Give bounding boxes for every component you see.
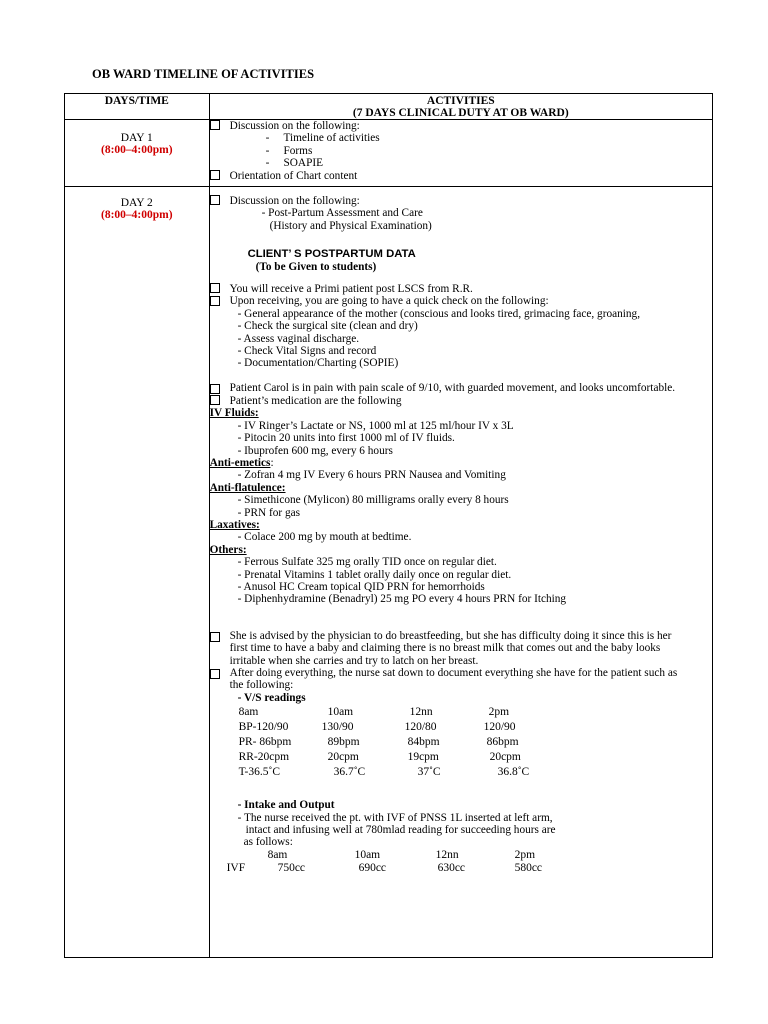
io-time: 12nn <box>435 848 459 861</box>
checkbox-icon <box>210 296 220 306</box>
header-col1: DAYS/TIME <box>104 95 169 107</box>
vs-row <box>210 721 712 736</box>
vs-cell: 20cpm <box>327 751 359 764</box>
check-item: - Documentation/Charting (SOPIE) <box>237 357 399 370</box>
check-item: - Assess vaginal discharge. <box>237 332 360 345</box>
day1-label: DAY 1 <box>120 132 153 144</box>
receive-text: You will receive a Primi patient post LSCS from R.R. <box>229 283 473 296</box>
day2-discussion: Discussion on the following: <box>229 195 360 207</box>
day1-cell <box>65 120 210 187</box>
vs-cell: 120/80 <box>404 721 437 734</box>
ivf-label: IVF <box>226 861 246 874</box>
header-row <box>65 94 713 120</box>
check-item: - Check Vital Signs and record <box>237 345 377 358</box>
meds-intro: Patient’s medication are the following <box>229 394 402 407</box>
antiemetics-label: Anti-emetics <box>209 456 271 469</box>
vs-row <box>210 706 712 721</box>
others-item: - Anusol HC Cream topical QID PRN for hemorrhoids <box>237 580 485 593</box>
vs-cell: 36.8˚C <box>497 766 530 779</box>
vs-cell: 130/90 <box>321 721 354 734</box>
iv-item: - Ibuprofen 600 mg, every 6 hours <box>237 444 393 457</box>
vs-cell: BP-120/90 <box>238 721 289 734</box>
vs-cell: 20cpm <box>489 751 521 764</box>
vs-cell: 12nn <box>409 706 433 719</box>
day1-sub-item: Timeline of activities <box>283 132 380 145</box>
checkbox-icon <box>210 384 220 394</box>
pain-text: Patient Carol is in pain with pain scale of 9/10, with guarded movement, and looks uncomfortable. <box>229 381 676 394</box>
day2-row <box>65 187 713 958</box>
vs-row <box>210 751 712 766</box>
antiemetics-item: - Zofran 4 mg IV Every 6 hours PRN Nausea and Vomiting <box>237 469 506 482</box>
day1-orientation: Orientation of Chart content <box>229 169 358 182</box>
ivf-value: 750cc <box>277 861 306 874</box>
antiflatulence-label: Anti-flatulence: <box>209 481 286 494</box>
check-item: - Check the surgical site (clean and dry) <box>237 320 418 333</box>
day1-activities: Discussion on the following: - Timeline of activities - Forms - SOAPIE Orientation of Chart content <box>209 120 712 187</box>
day1-row <box>65 120 713 187</box>
ivf-value: 690cc <box>358 861 387 874</box>
others-label: Others: <box>209 543 247 556</box>
checkbox-icon <box>210 632 220 642</box>
day2-disc-sub1: - Post-Partum Assessment and Care <box>261 207 423 220</box>
vs-cell: 2pm <box>488 706 510 719</box>
vs-cell: 120/90 <box>483 721 516 734</box>
vs-cell: 84bpm <box>407 736 440 749</box>
client-data-title: CLIENT’ S POSTPARTUM DATA <box>247 248 416 261</box>
check-item: - General appearance of the mother (conscious and looks tired, grimacing face, groaning, <box>237 307 641 320</box>
iv-fluids-label: IV Fluids: <box>209 407 259 420</box>
laxatives-item: - Colace 200 mg by mouth at bedtime. <box>237 531 412 544</box>
antiflatulence-item: - Simethicone (Mylicon) 80 milligrams orally every 8 hours <box>237 494 509 507</box>
io-label: - Intake and Output <box>237 799 335 812</box>
io-time: 10am <box>354 848 381 861</box>
laxatives-label: Laxatives: <box>209 518 260 531</box>
document-text: After doing everything, the nurse sat down to document everything she have for the patient such as the following: <box>229 667 678 692</box>
vs-cell: 37˚C <box>417 766 441 779</box>
vs-cell: 89bpm <box>327 736 360 749</box>
breastfeeding-text: She is advised by the physician to do breastfeeding, but she has difficulty doing it since this is her first time to have a baby and claiming there is no breast milk that comes out and the baby looks irritable when she carries and try to latch on her breast. <box>229 629 672 667</box>
vs-cell: 8am <box>238 706 259 719</box>
io-times-row <box>210 849 712 862</box>
io-text: - The nurse received the pt. with IVF of PNSS 1L inserted at left arm, <box>237 811 553 824</box>
document-title: OB WARD TIMELINE OF ACTIVITIES <box>92 67 315 81</box>
antiflatulence-item: - PRN for gas <box>237 506 301 519</box>
ivf-row <box>210 862 712 875</box>
vs-label: - V/S readings <box>237 691 306 704</box>
iv-item: - IV Ringer’s Lactate or NS, 1000 ml at 125 ml/hour IV x 3L <box>237 419 514 432</box>
day2-cell <box>65 187 210 958</box>
vs-cell: T-36.5˚C <box>238 766 281 779</box>
vs-row <box>210 766 712 781</box>
day1-sub-item: Forms <box>283 144 313 157</box>
checkbox-icon <box>210 170 220 180</box>
vs-row <box>210 736 712 751</box>
day1-sub-item: SOAPIE <box>283 157 324 170</box>
ivf-value: 580cc <box>514 861 543 874</box>
vs-cell: 36.7˚C <box>333 766 366 779</box>
checkbox-icon <box>210 195 220 205</box>
day2-activities: Discussion on the following: - Post-Partum Assessment and Care (History and Physical Examination) CLIENT’ S POSTPARTUM DATA (To be Given to students) You will receive a Primi patient post LSCS from R.R. Upon receiving, you are going to have a quick check on the following: - General appearance of the mother (conscious and looks tired, grimacing face, groaning, - Check the surgical site (clean and dry) - Assess vaginal discharge. - Check Vital Signs and record - Documentation/Charting (SOPIE) Patient Carol is in pain with pain scale of 9/10, with guarded movement, and looks uncomfortable. Patient’s medication are the following IV Fluids: - IV Ringer’s Lactate or NS, 1000 ml at 125 ml/hour IV x 3L - Pitocin 20 units into first 1000 ml of IV fluids. - Ibuprofen 600 mg, every 6 hours Anti-emetics: - Zofran 4 mg IV Every 6 hours PRN Nausea and Vomiting Anti-flatulence: - Simethicone (Mylicon) 80 milligrams orally every 8 hours - PRN for gas Laxatives: - Colace 200 mg by mouth at bedtime. Others: - Ferrous Sulfate 325 mg orally TID once on regular diet. - Prenatal Vitamins 1 tablet orally daily once on regular diet. - Anusol HC Cream topical QID PRN for hemorrhoids - Diphenhydramine (Benadryl) 25 mg PO every 4 hours PRN for Itching She is advised by the physician to do breastfeeding, but she has difficulty doing it since this is her first time to have a baby and claiming there is no breast milk that comes out and the baby looks irritable when she carries and try to latch on her breast. After doing everything, the nurse sat down to document everything she have for the patient such as the following: - V/S readings 8am 10am 12nn 2pm BP-120/90 130/90 120/80 120/90 PR- 86bpm 89bpm 84bpm 86bpm RR-20cpm 20cpm 19cpm 20cpm T-36.5˚C 36.7˚C 37˚C 36.8˚C - Intake and Output - The nurse received the pt. with IVF of PNSS 1L inserted at left arm, intact and infusing well at 780mlad reading for succeeding hours are as follows: 8am 10am 12nn 2pm IVF 750cc 690cc 630cc 580cc <box>209 187 712 958</box>
header-col2-line1: ACTIVITIES <box>426 95 495 107</box>
day1-discussion: Discussion on the following: <box>229 120 360 132</box>
client-data-subtitle: (To be Given to students) <box>255 260 377 273</box>
ivf-value: 630cc <box>437 861 466 874</box>
day2-label: DAY 2 <box>120 197 153 209</box>
day1-time: (8:00–4:00pm) <box>101 144 173 156</box>
header-days-time <box>65 94 210 120</box>
header-activities <box>209 94 712 120</box>
io-text: intact and infusing well at 780mlad reading for succeeding hours are <box>245 824 556 837</box>
io-time: 8am <box>267 848 288 861</box>
io-text: as follows: <box>243 836 293 849</box>
others-item: - Ferrous Sulfate 325 mg orally TID once on regular diet. <box>237 556 497 569</box>
io-time: 2pm <box>514 848 536 861</box>
checkbox-icon <box>210 120 220 130</box>
checkbox-icon <box>210 395 220 405</box>
upon-text: Upon receiving, you are going to have a quick check on the following: <box>229 295 549 308</box>
checkbox-icon <box>210 669 220 679</box>
vs-cell: PR- 86bpm <box>238 736 292 749</box>
others-item: - Diphenhydramine (Benadryl) 25 mg PO every 4 hours PRN for Itching <box>237 593 567 606</box>
header-col2-line2: (7 DAYS CLINICAL DUTY AT OB WARD) <box>352 107 569 119</box>
vs-cell: 10am <box>327 706 354 719</box>
vs-cell: 86bpm <box>486 736 519 749</box>
iv-item: - Pitocin 20 units into first 1000 ml of IV fluids. <box>237 432 455 445</box>
vs-cell: RR-20cpm <box>238 751 290 764</box>
timeline-table <box>64 93 713 958</box>
others-item: - Prenatal Vitamins 1 tablet orally daily once on regular diet. <box>237 568 512 581</box>
day2-disc-sub2: (History and Physical Examination) <box>269 219 432 232</box>
checkbox-icon <box>210 283 220 293</box>
day2-time: (8:00–4:00pm) <box>101 209 173 221</box>
vs-cell: 19cpm <box>407 751 439 764</box>
